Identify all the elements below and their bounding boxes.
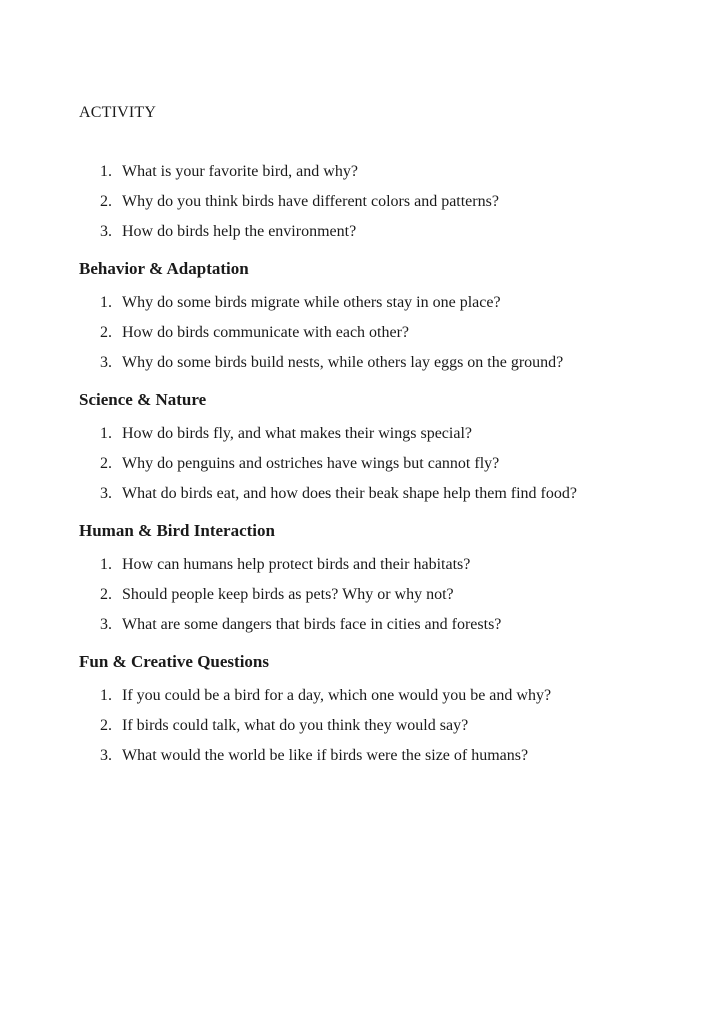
list-item	[79, 615, 666, 635]
section-heading: Human & Bird Interaction	[79, 521, 275, 540]
list-item-text: What do birds eat, and how does their beak shape help them find food?	[122, 485, 577, 502]
list-item-text: Why do some birds migrate while others stay in one place?	[122, 294, 501, 311]
list-item-text: If you could be a bird for a day, which one would you be and why?	[122, 687, 552, 704]
list-item-number: 2.	[100, 193, 112, 210]
list-item	[79, 162, 666, 182]
list-item-number: 1.	[100, 687, 112, 704]
question-list	[79, 162, 666, 252]
list-item	[79, 716, 666, 736]
list-item	[79, 686, 666, 706]
list-item-text: Why do you think birds have different colors and patterns?	[122, 193, 499, 210]
section-heading: Behavior & Adaptation	[79, 259, 249, 278]
question-list	[79, 293, 666, 383]
list-item-number: 1.	[100, 163, 112, 180]
list-item-number: 2.	[100, 586, 112, 603]
list-item-text: How do birds help the environment?	[122, 223, 357, 240]
question-list	[79, 686, 666, 776]
list-item-text: If birds could talk, what do you think they would say?	[122, 717, 469, 734]
list-item-number: 2.	[100, 324, 112, 341]
list-item	[79, 484, 666, 504]
list-item	[79, 454, 666, 474]
list-item	[79, 353, 666, 373]
question-list	[79, 555, 666, 645]
list-item-text: How can humans help protect birds and their habitats?	[122, 556, 471, 573]
list-item	[79, 323, 666, 343]
section-heading: Fun & Creative Questions	[79, 652, 269, 671]
list-item-text: Should people keep birds as pets? Why or why not?	[122, 586, 454, 603]
list-item-number: 1.	[100, 425, 112, 442]
list-item	[79, 555, 666, 575]
page-title: ACTIVITY	[79, 104, 157, 121]
list-item	[79, 424, 666, 444]
list-item-text: How do birds fly, and what makes their wings special?	[122, 425, 472, 442]
list-item-number: 3.	[100, 616, 112, 633]
list-item-number: 3.	[100, 485, 112, 502]
list-item-number: 1.	[100, 556, 112, 573]
list-item	[79, 192, 666, 212]
list-item-number: 3.	[100, 354, 112, 371]
list-item	[79, 746, 666, 766]
list-item-text: What is your favorite bird, and why?	[122, 163, 358, 180]
section-heading: Science & Nature	[79, 390, 207, 409]
question-list	[79, 424, 666, 514]
list-item	[79, 222, 666, 242]
list-item-number: 3.	[100, 223, 112, 240]
list-item	[79, 585, 666, 605]
list-item-text: How do birds communicate with each other?	[122, 324, 410, 341]
list-item-number: 2.	[100, 455, 112, 472]
list-item-text: What would the world be like if birds were the size of humans?	[122, 747, 529, 764]
list-item-text: Why do some birds build nests, while others lay eggs on the ground?	[122, 354, 564, 371]
list-item-number: 3.	[100, 747, 112, 764]
list-item-text: Why do penguins and ostriches have wings but cannot fly?	[122, 455, 500, 472]
list-item	[79, 293, 666, 313]
list-item-text: What are some dangers that birds face in cities and forests?	[122, 616, 502, 633]
list-item-number: 2.	[100, 717, 112, 734]
list-item-number: 1.	[100, 294, 112, 311]
